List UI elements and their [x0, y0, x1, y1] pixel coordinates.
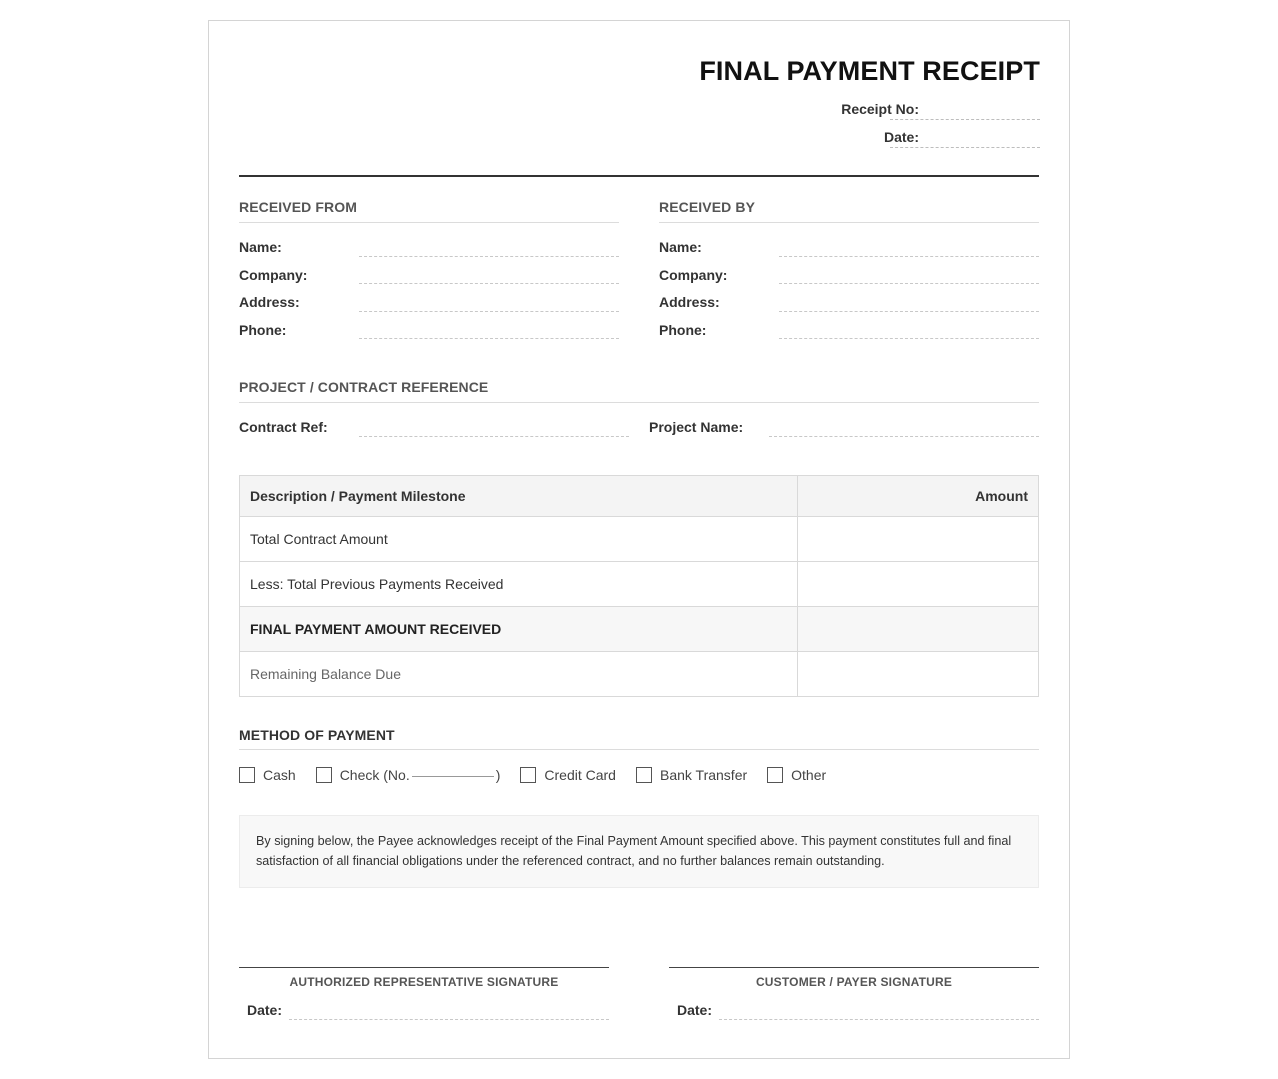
check-checkbox[interactable]: [316, 767, 332, 783]
customer-signature-line[interactable]: [669, 967, 1039, 968]
receipt-no-label: Receipt No:: [841, 101, 919, 117]
check-number-field[interactable]: [412, 776, 494, 777]
header-divider: [239, 175, 1039, 177]
check-label-close: ): [495, 767, 501, 783]
acknowledgement-notice: By signing below, the Payee acknowledges receipt of the Final Payment Amount specified above. This payment constitutes full and final satisfaction of all financial obligations under the referenced contract, and no further balances remain outstanding.: [239, 815, 1039, 888]
credit-card-checkbox[interactable]: [520, 767, 536, 783]
receipt-no-field[interactable]: [890, 119, 1040, 120]
date-field[interactable]: [890, 147, 1040, 148]
other-label: Other: [791, 767, 827, 783]
date-label: Date:: [883, 129, 919, 145]
from-name-label: Name:: [239, 239, 282, 255]
from-phone-field[interactable]: [359, 338, 619, 339]
other-checkbox[interactable]: [767, 767, 783, 783]
by-address-field[interactable]: [779, 311, 1039, 312]
receipt-page: [208, 20, 1070, 1059]
representative-signature-line[interactable]: [239, 967, 609, 968]
from-address-label: Address:: [239, 294, 300, 310]
contract-ref-label: Contract Ref:: [239, 419, 328, 435]
received-by-title: RECEIVED BY: [659, 199, 756, 215]
by-phone-label: Phone:: [659, 322, 707, 338]
from-phone-label: Phone:: [239, 322, 287, 338]
table-row: [240, 607, 1039, 652]
reference-rule: [239, 402, 1039, 403]
reference-title: PROJECT / CONTRACT REFERENCE: [239, 379, 489, 395]
by-name-label: Name:: [659, 239, 702, 255]
by-address-label: Address:: [659, 294, 720, 310]
received-from-title: RECEIVED FROM: [239, 199, 357, 215]
customer-date-label: Date:: [677, 1002, 713, 1018]
representative-signature-label: AUTHORIZED REPRESENTATIVE SIGNATURE: [289, 975, 559, 989]
row-amount[interactable]: [798, 652, 1039, 697]
bank-transfer-label: Bank Transfer: [659, 767, 748, 783]
payment-table: [239, 475, 1039, 697]
document-title: FINAL PAYMENT RECEIPT: [699, 56, 1040, 86]
method-other[interactable]: [767, 767, 826, 783]
credit-card-label: Credit Card: [544, 767, 616, 783]
representative-date-label: Date:: [247, 1002, 283, 1018]
from-company-field[interactable]: [359, 283, 619, 284]
contract-ref-field[interactable]: [359, 436, 629, 437]
cash-label: Cash: [263, 767, 296, 783]
row-description: Total Contract Amount: [240, 517, 798, 562]
date-row: [209, 127, 1069, 149]
received-by-rule: [659, 222, 1039, 223]
received-from-rule: [239, 222, 619, 223]
row-description: Less: Total Previous Payments Received: [240, 562, 798, 607]
project-name-label: Project Name:: [649, 419, 744, 435]
method-check[interactable]: [316, 767, 501, 783]
table-row: [240, 517, 1039, 562]
from-company-label: Company:: [239, 267, 308, 283]
receipt-no-row: [209, 99, 1069, 121]
check-label: Check (No.: [339, 767, 410, 783]
payment-method-options: [239, 765, 846, 785]
row-amount[interactable]: [798, 562, 1039, 607]
table-row: [240, 652, 1039, 697]
by-phone-field[interactable]: [779, 338, 1039, 339]
method-cash[interactable]: [239, 767, 296, 783]
description-header: Description / Payment Milestone: [240, 476, 798, 517]
by-company-label: Company:: [659, 267, 728, 283]
payment-method-title: METHOD OF PAYMENT: [239, 727, 395, 743]
cash-checkbox[interactable]: [239, 767, 255, 783]
from-name-field[interactable]: [359, 256, 619, 257]
method-credit-card[interactable]: [520, 767, 616, 783]
customer-signature-label: CUSTOMER / PAYER SIGNATURE: [755, 975, 953, 989]
by-name-field[interactable]: [779, 256, 1039, 257]
customer-date-field[interactable]: [719, 1019, 1039, 1020]
from-address-field[interactable]: [359, 311, 619, 312]
project-name-field[interactable]: [769, 436, 1039, 437]
row-description: Remaining Balance Due: [240, 652, 798, 697]
row-description: FINAL PAYMENT AMOUNT RECEIVED: [240, 607, 798, 652]
amount-header: Amount: [798, 476, 1039, 517]
table-row: [240, 562, 1039, 607]
method-bank-transfer[interactable]: [636, 767, 747, 783]
bank-transfer-checkbox[interactable]: [636, 767, 652, 783]
row-amount[interactable]: [798, 607, 1039, 652]
table-header-row: [240, 476, 1039, 517]
row-amount[interactable]: [798, 517, 1039, 562]
by-company-field[interactable]: [779, 283, 1039, 284]
payment-method-rule: [239, 749, 1039, 750]
representative-date-field[interactable]: [289, 1019, 609, 1020]
